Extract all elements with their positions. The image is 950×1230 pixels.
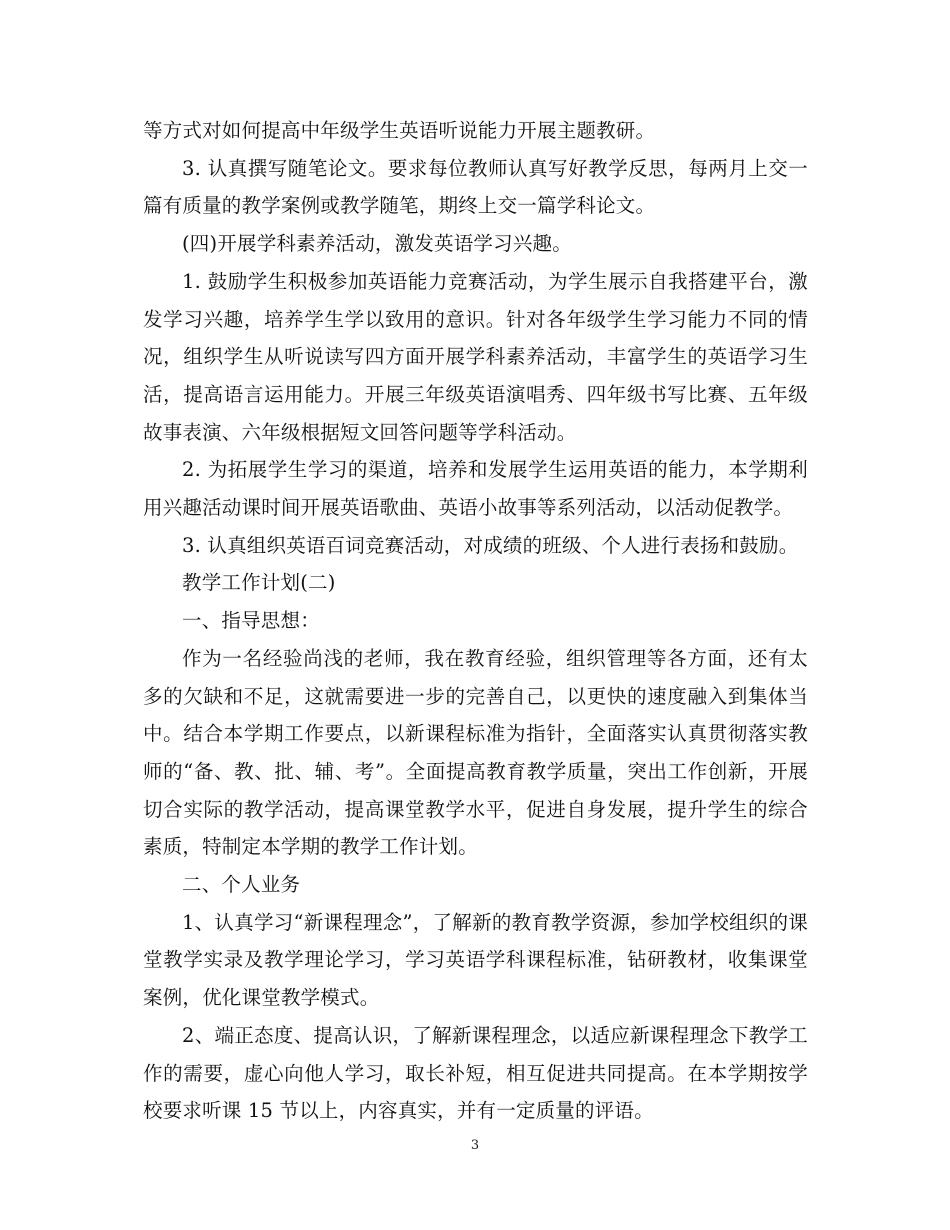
paragraph-competition-activities: 1. 鼓励学生积极参加英语能力竞赛活动，为学生展示自我搭建平台，激发学习兴趣，培养学生学以致用的意识。针对各年级学生学习能力不同的情况，组织学生从听说读写四方面开展学科素养活动，丰富学生的英语学习生活，提高语言运用能力。开展三年级英语演唱秀、四年级书写比赛、五年级故事表演、六年级根据短文回答问题等学科活动。 bbox=[143, 269, 808, 444]
paragraph-intro-continuation: 等方式对如何提高中年级学生英语听说能力开展主题教研。 bbox=[143, 119, 656, 142]
section-heading-guiding-thought: 一、指导思想： bbox=[182, 609, 320, 633]
paragraph-interest-activities: 2. 为拓展学生学习的渠道，培养和发展学生运用英语的能力，本学期利用兴趣活动课时间开展英语歌曲、英语小故事等系列活动，以活动促教学。 bbox=[143, 458, 808, 520]
paragraph-attitude-and-observation: 2、端正态度、提高认识，了解新课程理念，以适应新课程理念下教学工作的需要，虚心向他人学习，取长补短，相互促进共同提高。在本学期按学校要求听课 15 节以上，内容真实，并有一定质量的评语。 bbox=[143, 1023, 808, 1123]
page-number: 3 bbox=[470, 1138, 480, 1153]
section-heading-literacy-activities: (四)开展学科素养活动，激发英语学习兴趣。 bbox=[182, 232, 572, 256]
document-body bbox=[143, 112, 808, 1130]
section-heading-personal-work: 二、个人业务 bbox=[182, 873, 301, 897]
plan-two-title: 教学工作计划(二) bbox=[182, 571, 336, 595]
paragraph-word-contest: 3. 认真组织英语百词竞赛活动，对成绩的班级、个人进行表扬和鼓励。 bbox=[182, 533, 799, 557]
paragraph-guiding-thought: 作为一名经验尚浅的老师，我在教育经验，组织管理等各方面，还有太多的欠缺和不足，这就需要进一步的完善自己，以更快的速度融入到集体当中。结合本学期工作要点，以新课程标准为指针，全面落实认真贯彻落实教师的“备、教、批、辅、考”。全面提高教育教学质量，突出工作创新，开展切合实际的教学活动，提高课堂教学水平，促进自身发展，提升学生的综合素质，特制定本学期的教学工作计划。 bbox=[143, 646, 808, 859]
paragraph-essay-writing: 3. 认真撰写随笔论文。要求每位教师认真写好教学反思，每两月上交一篇有质量的教学案例或教学随笔，期终上交一篇学科论文。 bbox=[143, 156, 808, 218]
paragraph-new-curriculum-study: 1、认真学习“新课程理念”，了解新的教育教学资源，参加学校组织的课堂教学实录及教学理论学习，学习英语学科课程标准，钻研教材，收集课堂案例，优化课堂教学模式。 bbox=[143, 910, 808, 1010]
